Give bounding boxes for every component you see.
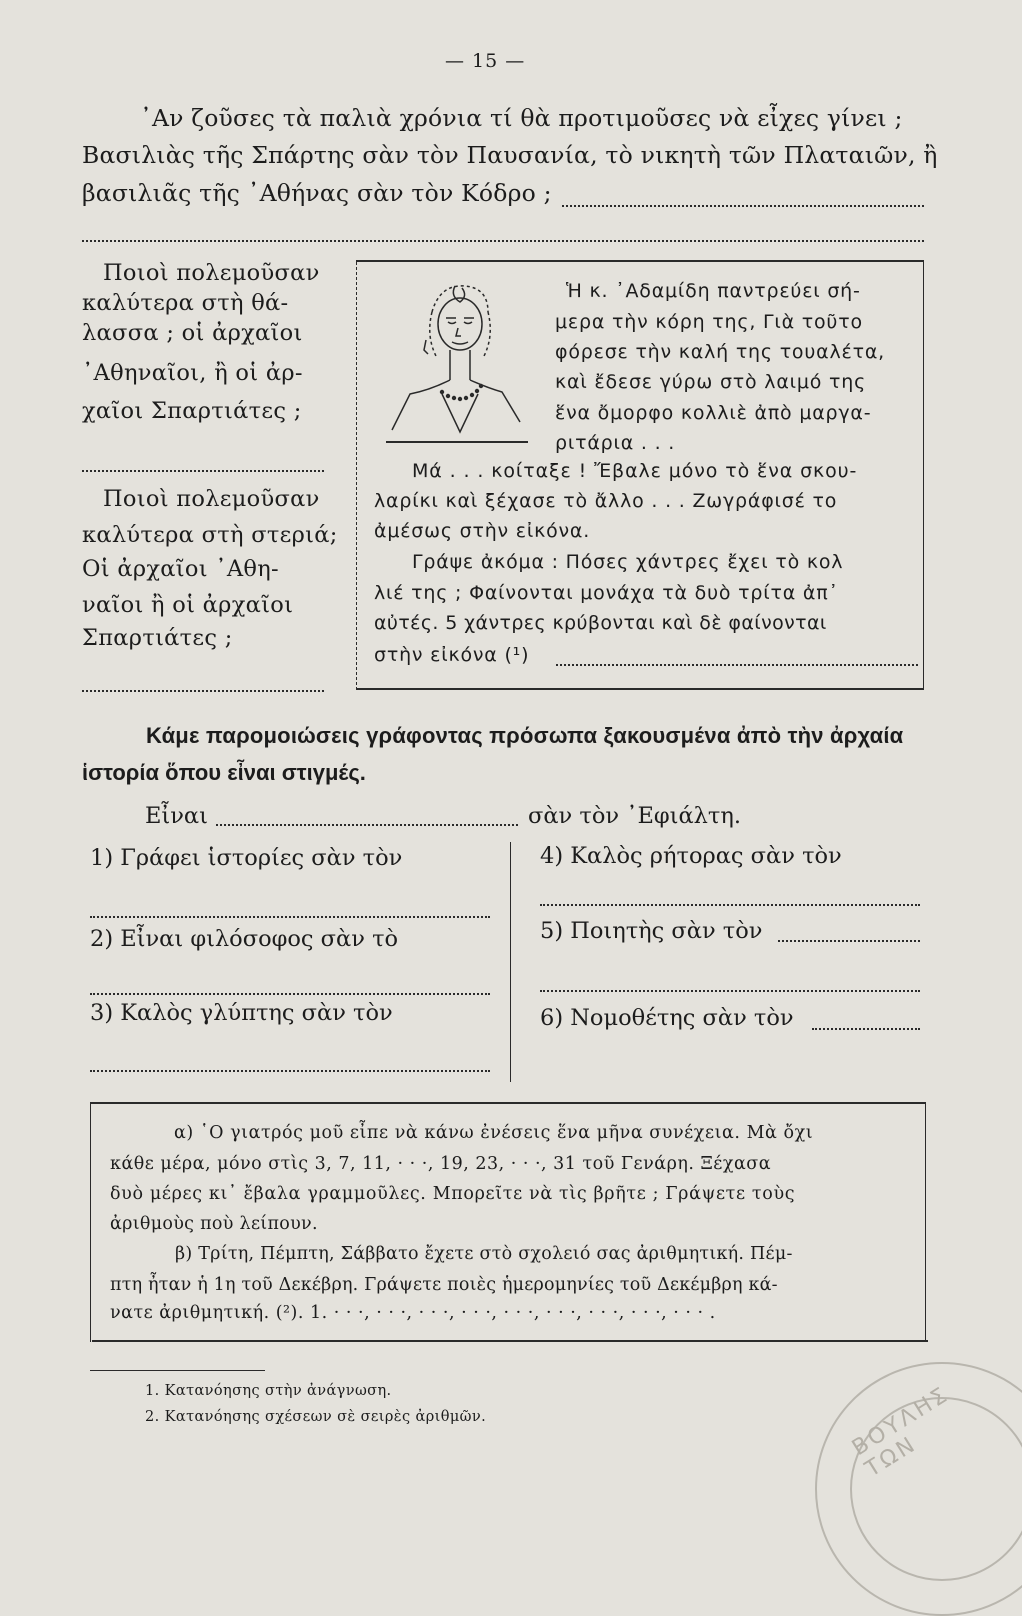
intro-line-2: Βασιλιὰς τῆς Σπάρτης σὰν τὸν Παυσανία, τὸ νικητὴ τῶν Πλαταιῶν, ἢ xyxy=(82,141,938,169)
answer-line xyxy=(540,904,920,906)
simile-item: 5) Ποιητὴς σὰν τὸν xyxy=(540,918,763,944)
simile-item: 2) Εἶναι φιλόσοφος σὰν τὸ xyxy=(90,926,399,952)
answer-line xyxy=(90,1070,490,1072)
woman-portrait-icon xyxy=(370,272,550,452)
box-line: ἕνα ὄμορφο κολλιὲ ἀπὸ μαργα- xyxy=(555,402,872,424)
similes-heading: Κάμε παρομοιώσεις γράφοντας πρόσωπα ξακουσμένα ἀπὸ τὴν ἀρχαία xyxy=(146,723,904,748)
similes-heading: ἱστορία ὅπου εἶναι στιγμές. xyxy=(82,760,366,785)
answer-line xyxy=(90,916,490,918)
box-line: νατε ἀριθμητική. (²). 1. · · ·, · · ·, · · ·, · · ·, · · ·, · · ·, · · ·, · · ·, · · · . xyxy=(110,1303,716,1323)
answer-line xyxy=(540,990,920,992)
box-line: ριτάρια . . . xyxy=(555,432,676,454)
question-line: Σπαρτιάτες ; xyxy=(82,625,233,651)
footnote-rule xyxy=(90,1370,265,1371)
intro-line-3: βασιλιᾶς τῆς ᾿Αθήνας σὰν τὸν Κόδρο ; xyxy=(82,179,552,207)
answer-line xyxy=(778,940,920,942)
question-line: Ποιοὶ πολεμοῦσαν xyxy=(103,260,320,286)
box-line: στὴν εἰκόνα (¹) xyxy=(374,644,530,666)
page-number: — 15 — xyxy=(445,50,526,72)
box-line: ἀριθμοὺς ποὺ λείπουν. xyxy=(110,1214,318,1234)
question-line: χαῖοι Σπαρτιάτες ; xyxy=(82,398,302,424)
simile-item: 3) Καλὸς γλύπτης σὰν τὸν xyxy=(90,1000,393,1026)
question-line: Ποιοὶ πολεμοῦσαν xyxy=(103,486,320,512)
box-line: δυὸ μέρες κι᾿ ἔβαλα γραμμοῦλες. Μπορεῖτε νὰ τὶς βρῆτε ; Γράψετε τοὺς xyxy=(110,1184,796,1204)
simile-item: 1) Γράφει ἱστορίες σὰν τὸν xyxy=(90,845,403,871)
answer-line xyxy=(82,690,324,692)
question-line: καλύτερα στὴ θά- xyxy=(82,290,289,316)
answer-line xyxy=(216,824,518,826)
box-line: ἀμέσως στὴν εἰκόνα. xyxy=(374,520,591,542)
box-line: κάθε μέρα, μόνο στὶς 3, 7, 11, · · ·, 19, 23, · · ·, 31 τοῦ Γενάρη. Ξέχασα xyxy=(110,1154,772,1174)
simile-item: 4) Καλὸς ρήτορας σὰν τὸν xyxy=(540,843,842,869)
box-line: λαρίκι καὶ ξέχασε τὸ ἄλλο . . . Ζωγράφισέ το xyxy=(374,490,838,512)
question-line: καλύτερα στὴ στεριά; xyxy=(82,522,338,548)
question-line: ᾿Αθηναῖοι, ἢ οἱ ἀρ- xyxy=(82,360,303,386)
example-suffix: σὰν τὸν ᾿Εφιάλτη. xyxy=(528,803,741,829)
example-prefix: Εἶναι xyxy=(145,803,208,829)
box-line: λιέ της ; Φαίνονται μονάχα τὰ δυὸ τρίτα ἀπ᾿ xyxy=(374,582,839,604)
box-line: Μά . . . κοίταξε ! Ἔβαλε μόνο τὸ ἕνα σκου- xyxy=(412,460,858,482)
answer-line xyxy=(82,470,324,472)
footnote: 2. Κατανόησης σχέσεων σὲ σειρὲς ἀριθμῶν. xyxy=(145,1409,487,1425)
box-line: καὶ ἔδεσε γύρω στὸ λαιμό της xyxy=(555,371,867,393)
question-line: λασσα ; οἱ ἀρχαῖοι xyxy=(82,320,303,346)
question-line: Οἱ ἀρχαῖοι ᾿Αθη- xyxy=(82,556,279,582)
box-line: φόρεσε τὴν καλή της τουαλέτα, xyxy=(555,341,885,363)
box-line: α) ῾Ο γιατρός μοῦ εἶπε νὰ κάνω ἐνέσεις ἕνα μῆνα συνέχεια. Μὰ ὄχι xyxy=(174,1123,814,1143)
intro-line-1: ᾿Αν ζοῦσες τὰ παλιὰ χρόνια τί θὰ προτιμοῦσες νὰ εἶχες γίνει ; xyxy=(140,104,903,132)
question-line: ναῖοι ἢ οἱ ἀρχαῖοι xyxy=(82,592,294,618)
answer-line xyxy=(562,205,924,207)
answer-line xyxy=(82,240,924,242)
footnote: 1. Κατανόησης στὴν ἀνάγνωση. xyxy=(145,1383,392,1399)
box-line: β) Τρίτη, Πέμπτη, Σάββατο ἔχετε στὸ σχολειό σας ἀριθμητική. Πέμ- xyxy=(175,1244,793,1264)
answer-line xyxy=(556,664,918,666)
box-line: πτη ἦταν ἡ 1η τοῦ Δεκέβρη. Γράψετε ποιὲς ἡμερομηνίες τοῦ Δεκέμβρη κά- xyxy=(110,1275,778,1295)
answer-line xyxy=(90,993,490,995)
stamp-text: ΒΟΥΛΗΣ ΤΩΝ xyxy=(847,1381,954,1483)
box-line: αὐτές. 5 χάντρες κρύβονται καὶ δὲ φαίνονται xyxy=(374,612,827,634)
box-line: Γράψε ἀκόμα : Πόσες χάντρες ἔχει τὸ κολ xyxy=(412,551,844,573)
answer-line xyxy=(812,1028,920,1030)
box-line: μερα τὴν κόρη της, Γιὰ τοῦτο xyxy=(555,311,863,333)
box-line: Ἡ κ. ᾿Αδαμίδη παντρεύει σή- xyxy=(566,280,861,302)
simile-item: 6) Νομοθέτης σὰν τὸν xyxy=(540,1005,794,1031)
